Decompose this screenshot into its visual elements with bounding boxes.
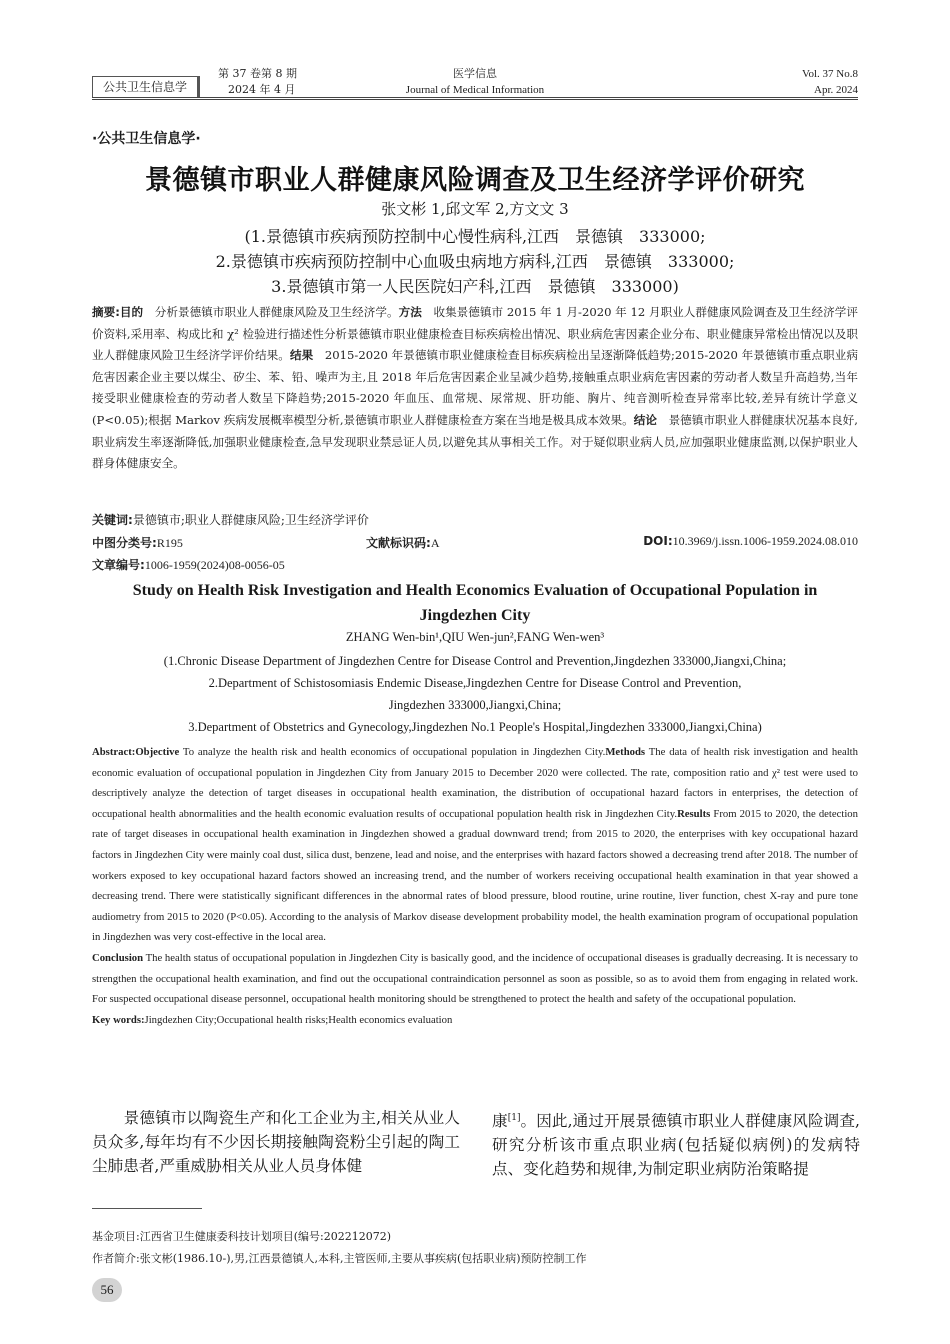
abstract-en	[92, 742, 858, 1030]
issue-cn: 第 37 卷第 8 期	[218, 67, 297, 80]
conclusion-en-label: Conclusion	[92, 951, 144, 964]
header-rule	[92, 97, 858, 98]
document-code	[366, 534, 439, 551]
affiliation-en-1: (1.Chronic Disease Department of Jingdezhen Centre for Disease Control and Prevention,Jingdezhen 333000,Jiangxi,China;	[163, 654, 787, 668]
results-en-text: From 2015 to 2020, the detection rate of target diseases in occupational health examination in Jingdezhen showed a gradual downward trend; from 2015 to 2020, the enterprises with key occupational hazard factors in Jingdezhen City were mainly coal dust, silica dust, benzene, lead and noise, and the enterprises with hazard factors showed a decreasing trend after 2018. The number of workers exposed to key occupational hazard factors showed an increasing trend, and the number of workers receiving occupational health examination in that year showed a decreasing trend. There were statistically significant differences in the abnormal rates of blood pressure, blood routine, urine routine, liver function, chest X-ray and pure tone audiometry from 2015 to 2020 (P<0.05). According to the analysis of Markov disease development probability model, the health examination program of occupational population in Jingdezhen was very cost-effective in the local area.	[92, 807, 858, 944]
objective-en-text: To analyze the health risk and health economics of occupational population in Jingdezhen City.	[179, 746, 606, 758]
conclusion-label: 结论	[633, 412, 657, 427]
affiliation-cn-2: 2.景德镇市疾病预防控制中心血吸虫病地方病科,江西 景德镇 333000;	[215, 252, 735, 271]
objective-label: 目的	[119, 305, 144, 319]
results-label: 结果	[289, 348, 314, 363]
objective-en-label: Objective	[135, 746, 180, 758]
authors-en: ZHANG Wen-bin¹,QIU Wen-jun²,FANG Wen-wen³	[345, 630, 605, 644]
body-right-start: 康	[492, 1112, 508, 1131]
volume-en: Vol. 37 No.8	[801, 68, 858, 80]
affiliation-en-4: 3.Department of Obstetrics and Gynecology,Jingdezhen No.1 People's Hospital,Jingdezhen 333000,Jiangxi,China)	[188, 720, 762, 734]
doi	[643, 534, 858, 549]
keywords-cn-text: 景德镇市;职业人群健康风险;卫生经济学评价	[132, 513, 369, 527]
document-code-text: A	[430, 536, 440, 550]
keywords-en-text: Jingdezhen City;Occupational health risks;Health economics evaluation	[144, 1013, 453, 1026]
author-bio-footnote: 作者简介:张文彬(1986.10-),男,江西景德镇人,本科,主管医师,主要从事疾病(包括职业病)预防控制工作	[92, 1252, 587, 1265]
abstract-en-label: Abstract:	[92, 746, 136, 758]
document-code-label: 文献标识码:	[366, 536, 431, 550]
conclusion-text: 景德镇市职业人群健康状况基本良好,职业病发生率逐渐降低,加强职业健康检查,急早发现职业禁忌证人员,以避免其从事相关工作。对于疑似职业病人员,应加强职业健康监测,以保护职业人群身体健康安全。	[92, 412, 858, 471]
keywords-en-label: Key words:	[92, 1013, 145, 1026]
body-column-right	[492, 1106, 860, 1181]
affiliation-en-3: Jingdezhen 333000,Jiangxi,China;	[388, 698, 562, 712]
authors-cn: 张文彬 1,邱文军 2,方文文 3	[381, 200, 569, 218]
results-en-label: Results	[677, 807, 711, 820]
article-number-text: 1006-1959(2024)08-0056-05	[144, 558, 285, 572]
body-right-text: 。因此,通过开展景德镇市职业人群健康风险调查,研究分析该市重点职业病(包括疑似病例)的发病特点、变化趋势和规律,为制定职业病防治策略提	[492, 1112, 860, 1179]
keywords-cn-label: 关键词:	[92, 513, 133, 527]
affiliation-en-2: 2.Department of Schistosomiasis Endemic Disease,Jingdezhen Centre for Disease Control and Prevention,	[208, 676, 742, 690]
abstract-label: 摘要:	[92, 305, 120, 319]
column-tag: 公共卫生信息学	[92, 76, 197, 98]
body-column-left: 景德镇市以陶瓷生产和化工企业为主,相关从业人员众多,每年均有不少因长期接触陶瓷粉尘引起的陶工尘肺患者,严重威胁相关从业人员身体健	[92, 1109, 460, 1175]
conclusion-en-text: The health status of occupational population in Jingdezhen City is basically good, and the incidence of occupational diseases is gradually decreasing. It is necessary to strengthen the occupational health examination, and find out the occupational contraindication personnel as soon as possible, so as to avoid them from engaging in related work. For suspected occupational disease personnel, occupational health monitoring should be strengthened to protect the health and safety of the occupational population.	[92, 951, 858, 1006]
objective-text: 分析景德镇市职业人群健康风险及卫生经济学。	[143, 305, 399, 319]
article-title-en: Study on Health Risk Investigation and Health Economics Evaluation of Occupational Population in Jingdezhen City	[132, 582, 818, 624]
journal-cn: 医学信息	[453, 67, 497, 80]
abstract-cn	[92, 302, 858, 475]
doi-text: 10.3969/j.issn.1006-1959.2024.08.010	[672, 534, 858, 548]
methods-label: 方法	[398, 305, 422, 319]
methods-text: 收集景德镇市 2015 年 1 月-2020 年 12 月职业人群健康风险调查及卫生经济学评价资料,采用率、构成比和 χ² 检验进行描述性分析景德镇市职业健康检查目标疾病检出情况、职业病危害因素企业分布、职业健康异常检出情况以及职业人群健康风险卫生经济学评价结果。	[92, 305, 858, 363]
results-text: 2015-2020 年景德镇市职业健康检查目标疾病检出呈逐渐降低趋势;2015-2020 年景德镇市重点职业病危害因素企业主要以煤尘、矽尘、苯、铅、噪声为主,且 2018 年后危害因素企业呈减少趋势,接触重点职业病危害因素的劳动者人数呈升高趋势,当年接受职业健康检查的劳动者人数呈下降趋势;2015-2020 年血压、血常规、尿常规、肝功能、胸片、纯音测听检查异常率比较,差异有统计学意义(P<0.05);根据 Markov 疾病发展概率模型分析,景德镇市职业人群健康检查方案在当地是极具成本效果。	[92, 348, 858, 427]
date-cn: 2024 年 4 月	[228, 83, 296, 96]
keywords-cn	[92, 511, 369, 528]
article-number-label: 文章编号:	[92, 558, 145, 572]
classification	[92, 534, 183, 551]
footnote-rule	[92, 1208, 202, 1209]
affiliation-cn-3: 3.景德镇市第一人民医院妇产科,江西 景德镇 333000)	[271, 277, 679, 296]
fund-footnote: 基金项目:江西省卫生健康委科技计划项目(编号:202212072)	[92, 1230, 391, 1243]
header-rule-secondary	[92, 99, 858, 100]
journal-en: Journal of Medical Information	[405, 84, 545, 96]
classification-label: 中图分类号:	[92, 536, 157, 550]
citation-ref[interactable]: [1]	[507, 1113, 521, 1123]
page-number: 56	[92, 1278, 122, 1302]
article-number	[92, 556, 285, 573]
methods-en-text: The data of health risk investigation and health economic evaluation of occupational population in Jingdezhen City from January 2015 to December 2020 were collected. The rate, composition ratio and χ² test were used to descriptively analyze the detection of target diseases in occupational health examination, the distribution of occupational hazard factors in enterprises, the detection of occupational health abnormalities and the health economic evaluation results of occupational population health risk in Jingdezhen City.	[92, 746, 858, 820]
methods-en-label: Methods	[605, 746, 646, 758]
doi-label: DOI:	[643, 534, 673, 548]
affiliation-cn-1: (1.景德镇市疾病预防控制中心慢性病科,江西 景德镇 333000;	[244, 227, 706, 246]
date-en: Apr. 2024	[814, 84, 858, 96]
article-title-cn: 景德镇市职业人群健康风险调查及卫生经济学评价研究	[145, 165, 805, 196]
section-label: ·公共卫生信息学·	[92, 131, 201, 147]
classification-text: R195	[156, 536, 183, 550]
